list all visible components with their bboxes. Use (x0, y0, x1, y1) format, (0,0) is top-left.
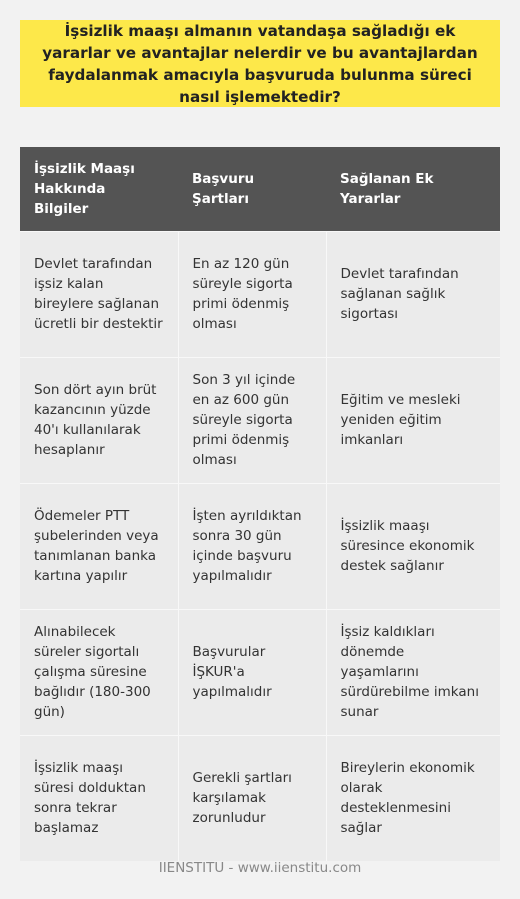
question-text: İşsizlik maaşı almanın vatandaşa sağladığı ek yararlar ve avantajlar nelerdir ve bu avantajlardan faydalanmak amacıyla başvuruda bulunma süreci nasıl işlemektedir? (42, 21, 478, 106)
table-cell: Devlet tarafından işsiz kalan bireylere sağlanan ücretli bir destektir (20, 231, 178, 357)
table-row (20, 609, 500, 735)
table-cell: İşten ayrıldıktan sonra 30 gün içinde başvuru yapılmalıdır (178, 483, 326, 609)
info-table (20, 147, 500, 861)
table-cell: Gerekli şartları karşılamak zorunludur (178, 735, 326, 861)
table-row (20, 231, 500, 357)
table-row (20, 735, 500, 861)
column-header-info: İşsizlik Maaşı Hakkında Bilgiler (20, 147, 178, 231)
column-header-benefits: Sağlanan Ek Yararlar (326, 147, 500, 231)
table-cell: En az 120 gün süreyle sigorta primi ödenmiş olması (178, 231, 326, 357)
table-cell: Son dört ayın brüt kazancının yüzde 40'ı kullanılarak hesaplanır (20, 357, 178, 483)
column-header-requirements: Başvuru Şartları (178, 147, 326, 231)
table-cell: İşsizlik maaşı süresi dolduktan sonra tekrar başlamaz (20, 735, 178, 861)
table-cell: Başvurular İŞKUR'a yapılmalıdır (178, 609, 326, 735)
table-cell: Son 3 yıl içinde en az 600 gün süreyle sigorta primi ödenmiş olması (178, 357, 326, 483)
table-cell: Devlet tarafından sağlanan sağlık sigortası (326, 231, 500, 357)
table-cell: Bireylerin ekonomik olarak desteklenmesini sağlar (326, 735, 500, 861)
table-cell: İşsizlik maaşı süresince ekonomik destek sağlanır (326, 483, 500, 609)
table-cell: Ödemeler PTT şubelerinden veya tanımlanan banka kartına yapılır (20, 483, 178, 609)
table-header-row (20, 147, 500, 231)
table-cell: İşsiz kaldıkları dönemde yaşamlarını sürdürebilme imkanı sunar (326, 609, 500, 735)
footer-credit: IIENSTITU - www.iienstitu.com (158, 860, 362, 876)
table-cell: Eğitim ve mesleki yeniden eğitim imkanları (326, 357, 500, 483)
question-banner (20, 20, 500, 107)
table-cell: Alınabilecek süreler sigortalı çalışma süresine bağlıdır (180-300 gün) (20, 609, 178, 735)
table-row (20, 483, 500, 609)
table-row (20, 357, 500, 483)
